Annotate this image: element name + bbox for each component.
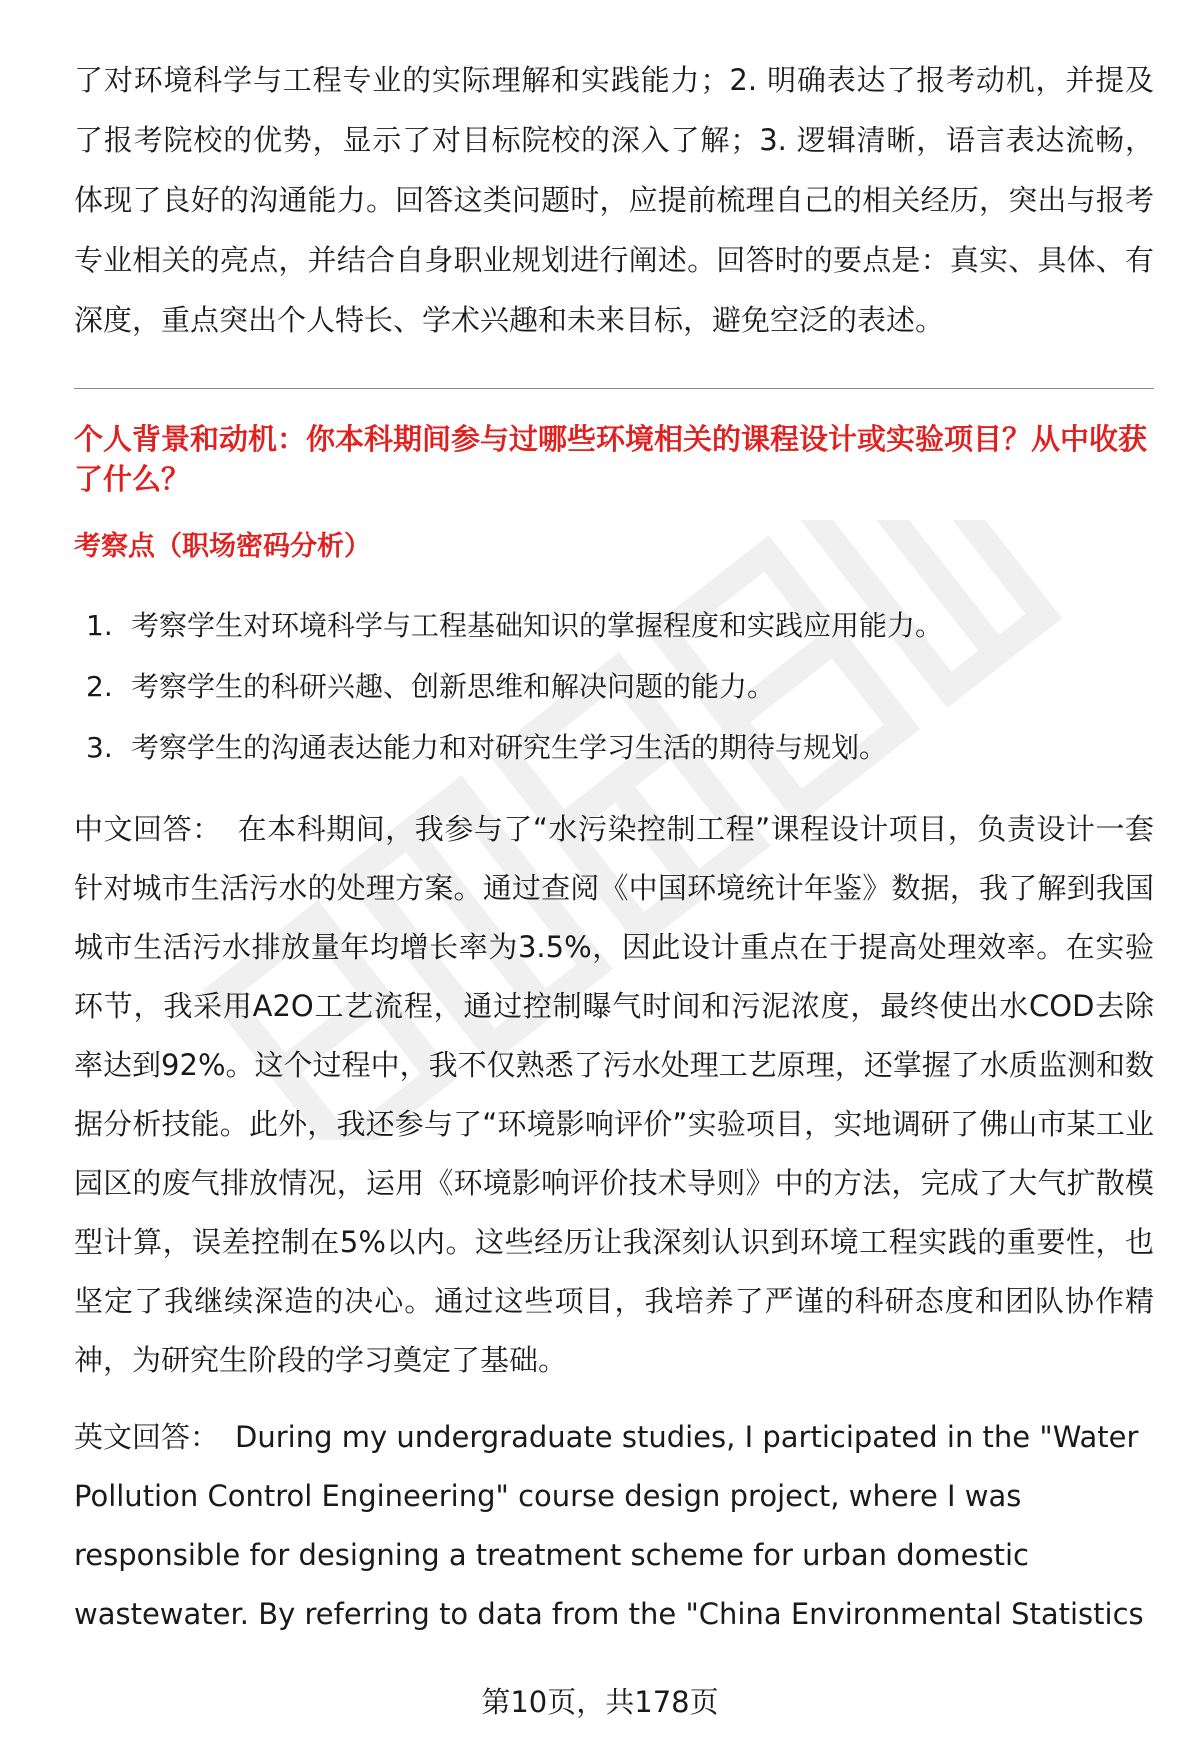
- list-item: [86, 717, 1154, 778]
- question-heading: 个人背景和动机：你本科期间参与过哪些环境相关的课程设计或实验项目？从中收获了什么？: [74, 422, 1148, 496]
- list-item-number: 3.: [86, 731, 113, 764]
- chinese-answer-text: 在本科期间，我参与了“水污染控制工程”课程设计项目，负责设计一套针对城市生活污水的处理方案。通过查阅《中国环境统计年鉴》数据，我了解到我国城市生活污水排放量年均增长率为3.5%，因此设计重点在于提高处理效率。在实验环节，我采用A2O工艺流程，通过控制曝气时间和污泥浓度，最终使出水COD去除率达到92%。这个过程中，我不仅熟悉了污水处理工艺原理，还掌握了水质监测和数据分析技能。此外，我还参与了“环境影响评价”实验项目，实地调研了佛山市某工业园区的废气排放情况，运用《环境影响评价技术导则》中的方法，完成了大气扩散模型计算，误差控制在5%以内。这些经历让我深刻认识到环境工程实践的重要性，也坚定了我继续深造的决心。通过这些项目，我培养了严谨的科研态度和团队协作精神，为研究生阶段的学习奠定了基础。: [74, 812, 1154, 1377]
- list-item: [86, 595, 1154, 656]
- analysis-points: [74, 595, 1154, 778]
- list-item-number: 2.: [86, 670, 113, 703]
- analysis-heading: 考察点（职场密码分析）: [74, 531, 371, 562]
- page-number: 第10页，共178页: [481, 1685, 719, 1719]
- list-item-number: 1.: [86, 609, 113, 642]
- list-item: [86, 656, 1154, 717]
- list-item-text: 考察学生对环境科学与工程基础知识的掌握程度和实践应用能力。: [131, 609, 944, 642]
- chinese-answer: [74, 800, 1154, 1390]
- english-answer-text: During my undergraduate studies, I participated in the "Water Pollution Control Engineering" course design project, where I was responsible for designing a treatment scheme for urban domestic wastewater. By referring to data from the "China Environmental Statistics: [74, 1420, 1144, 1631]
- list-item-text: 考察学生的沟通表达能力和对研究生学习生活的期待与规划。: [131, 731, 888, 764]
- list-item-text: 考察学生的科研兴趣、创新思维和解决问题的能力。: [131, 670, 776, 703]
- english-answer-label: 英文回答：: [74, 1420, 220, 1454]
- english-answer: [74, 1408, 1154, 1644]
- chinese-answer-label: 中文回答：: [74, 812, 222, 846]
- intro-paragraph: 了对环境科学与工程专业的实际理解和实践能力；2. 明确表达了报考动机，并提及了报考院校的优势，显示了对目标院校的深入了解；3. 逻辑清晰，语言表达流畅，体现了良好的沟通能力。回答这类问题时，应提前梳理自己的相关经历，突出与报考专业相关的亮点，并结合自身职业规划进行阐述。回答时的要点是：真实、具体、有深度，重点突出个人特长、学术兴趣和未来目标，避免空泛的表述。: [74, 63, 1154, 337]
- section-divider: [74, 388, 1154, 389]
- document-body: [74, 50, 1154, 1644]
